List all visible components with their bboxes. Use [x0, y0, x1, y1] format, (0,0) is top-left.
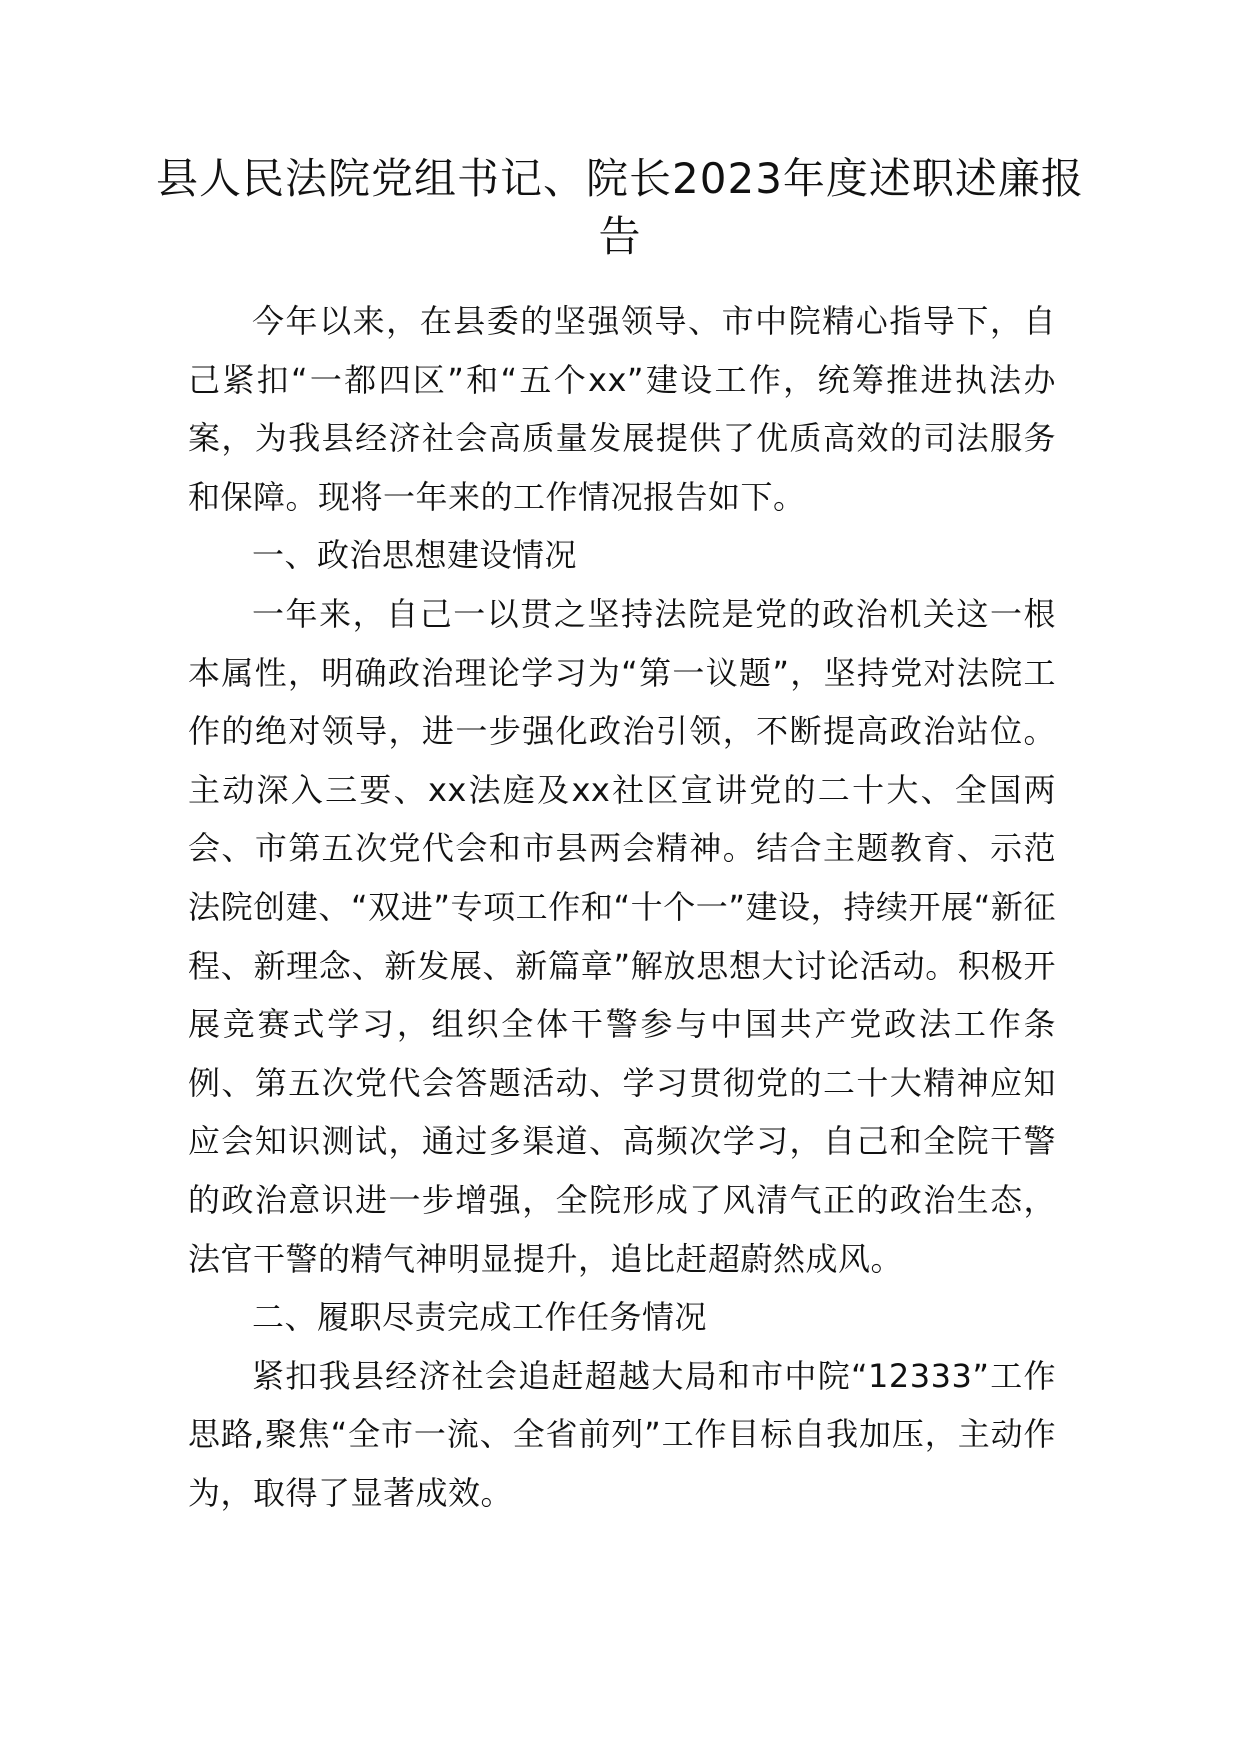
section-heading-2: 二、履职尽责完成工作任务情况 [252, 1298, 708, 1337]
document-title: 县人民法院党组书记、院长2023年度述职述廉报告 [156, 154, 1084, 261]
intro-paragraph: 今年以来，在县委的坚强领导、市中院精心指导下，自己紧扣“一都四区”和“五个xx”建设工作，统筹推进执法办案，为我县经济社会高质量发展提供了优质高效的司法服务和保障。现将一年来的工作情况报告如下。 [188, 302, 1056, 516]
section-2-paragraph: 紧扣我县经济社会追赶超越大局和市中院“12333”工作思路,聚焦“全市一流、全省前列”工作目标自我加压，主动作为，取得了显著成效。 [188, 1356, 1056, 1512]
section-heading-1: 一、政治思想建设情况 [252, 536, 578, 575]
section-1-paragraph: 一年来，自己一以贯之坚持法院是党的政治机关这一根本属性，明确政治理论学习为“第一议题”，坚持党对法院工作的绝对领导，进一步强化政治引领，不断提高政治站位。主动深入三要、xx法庭及xx社区宣讲党的二十大、全国两会、市第五次党代会和市县两会精神。结合主题教育、示范法院创建、“双进”专项工作和“十个一”建设，持续开展“新征程、新理念、新发展、新篇章”解放思想大讨论活动。积极开展竞赛式学习，组织全体干警参与中国共产党政法工作条例、第五次党代会答题活动、学习贯彻党的二十大精神应知应会知识测试，通过多渠道、高频次学习，自己和全院干警的政治意识进一步增强，全院形成了风清气正的政治生态，法官干警的精气神明显提升，追比赶超蔚然成风。 [188, 594, 1056, 1278]
document-body [188, 292, 1056, 1522]
